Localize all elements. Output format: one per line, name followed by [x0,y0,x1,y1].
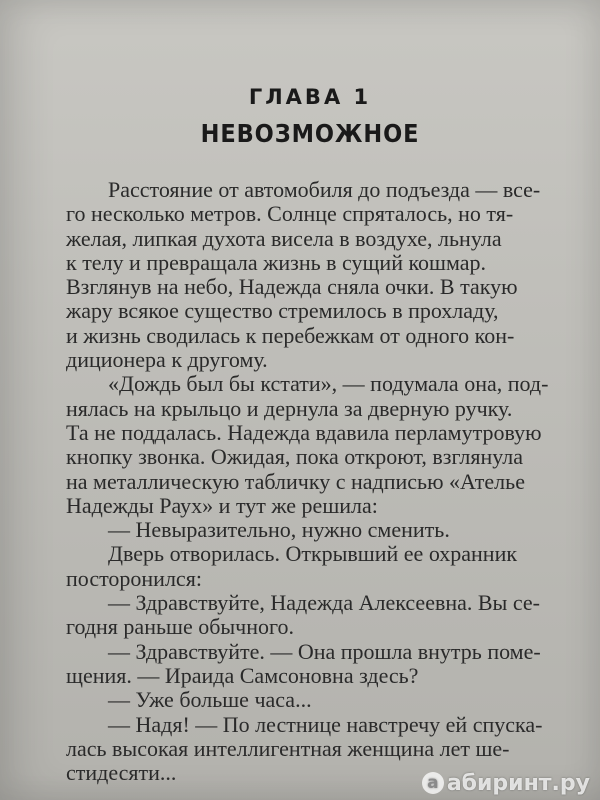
text-line: щения. — Ираида Самсоновна здесь? [66,662,419,688]
chapter-label: ГЛАВА 1 [248,85,372,109]
text-line: годня раньше обычного. [66,614,294,640]
chapter-title: НЕВОЗМОЖНОЕ [200,119,420,148]
text-line: к телу и превращала жизнь в сущий кошмар. [66,249,487,275]
labirint-logo-icon: a [422,772,444,794]
text-line: — Невыразительно, нужно сменить. [108,517,450,543]
watermark [422,771,590,796]
text-line: Взглянув на небо, Надежда сняла очки. В такую [66,274,518,300]
text-line: Дверь отворилась. Открывший ее охранник [108,541,518,567]
text-line: диционера к другому. [66,347,268,373]
text-line: Расстояние от автомобиля до подъезда — все- [108,177,541,202]
text-line: жару всякое существо стремилось в прохладу, [66,298,499,324]
watermark-text: абиринт.ру [446,771,590,796]
text-line: Надежды Раух» и тут же решила: [66,492,378,518]
text-line: посторонился: [66,565,202,591]
text-line: — Уже больше часа... [108,687,312,713]
text-line: го несколько метров. Солнце спряталось, но тя- [66,201,514,227]
text-line: Та не поддалась. Надежда вдавила перламутровую [66,419,542,445]
text-line: лась высокая интеллигентная женщина лет ше- [66,735,510,761]
text-line: желая, липкая духота висела в воздухе, льнула [66,225,502,251]
text-line: — Здравствуйте, Надежда Алексеевна. Вы се- [108,590,540,616]
text-line: — Здравствуйте. — Она прошла внутрь поме- [108,638,541,664]
text-line: кнопку звонка. Ожидая, пока откроют, взглянула [66,444,524,470]
text-line: — Надя! — По лестнице навстречу ей спуска- [108,711,543,737]
text-line: стидесяти... [66,760,177,786]
text-line: и жизнь сводилась к перебежкам от одного кон- [66,322,515,348]
text-line: нялась на крыльцо и дернула за дверную ручку. [66,395,513,421]
chapter-body [66,178,600,785]
text-line: «Дождь был бы кстати», — подумала она, под- [108,371,549,397]
text-line: на металлическую табличку с надписью «Ателье [66,468,525,494]
